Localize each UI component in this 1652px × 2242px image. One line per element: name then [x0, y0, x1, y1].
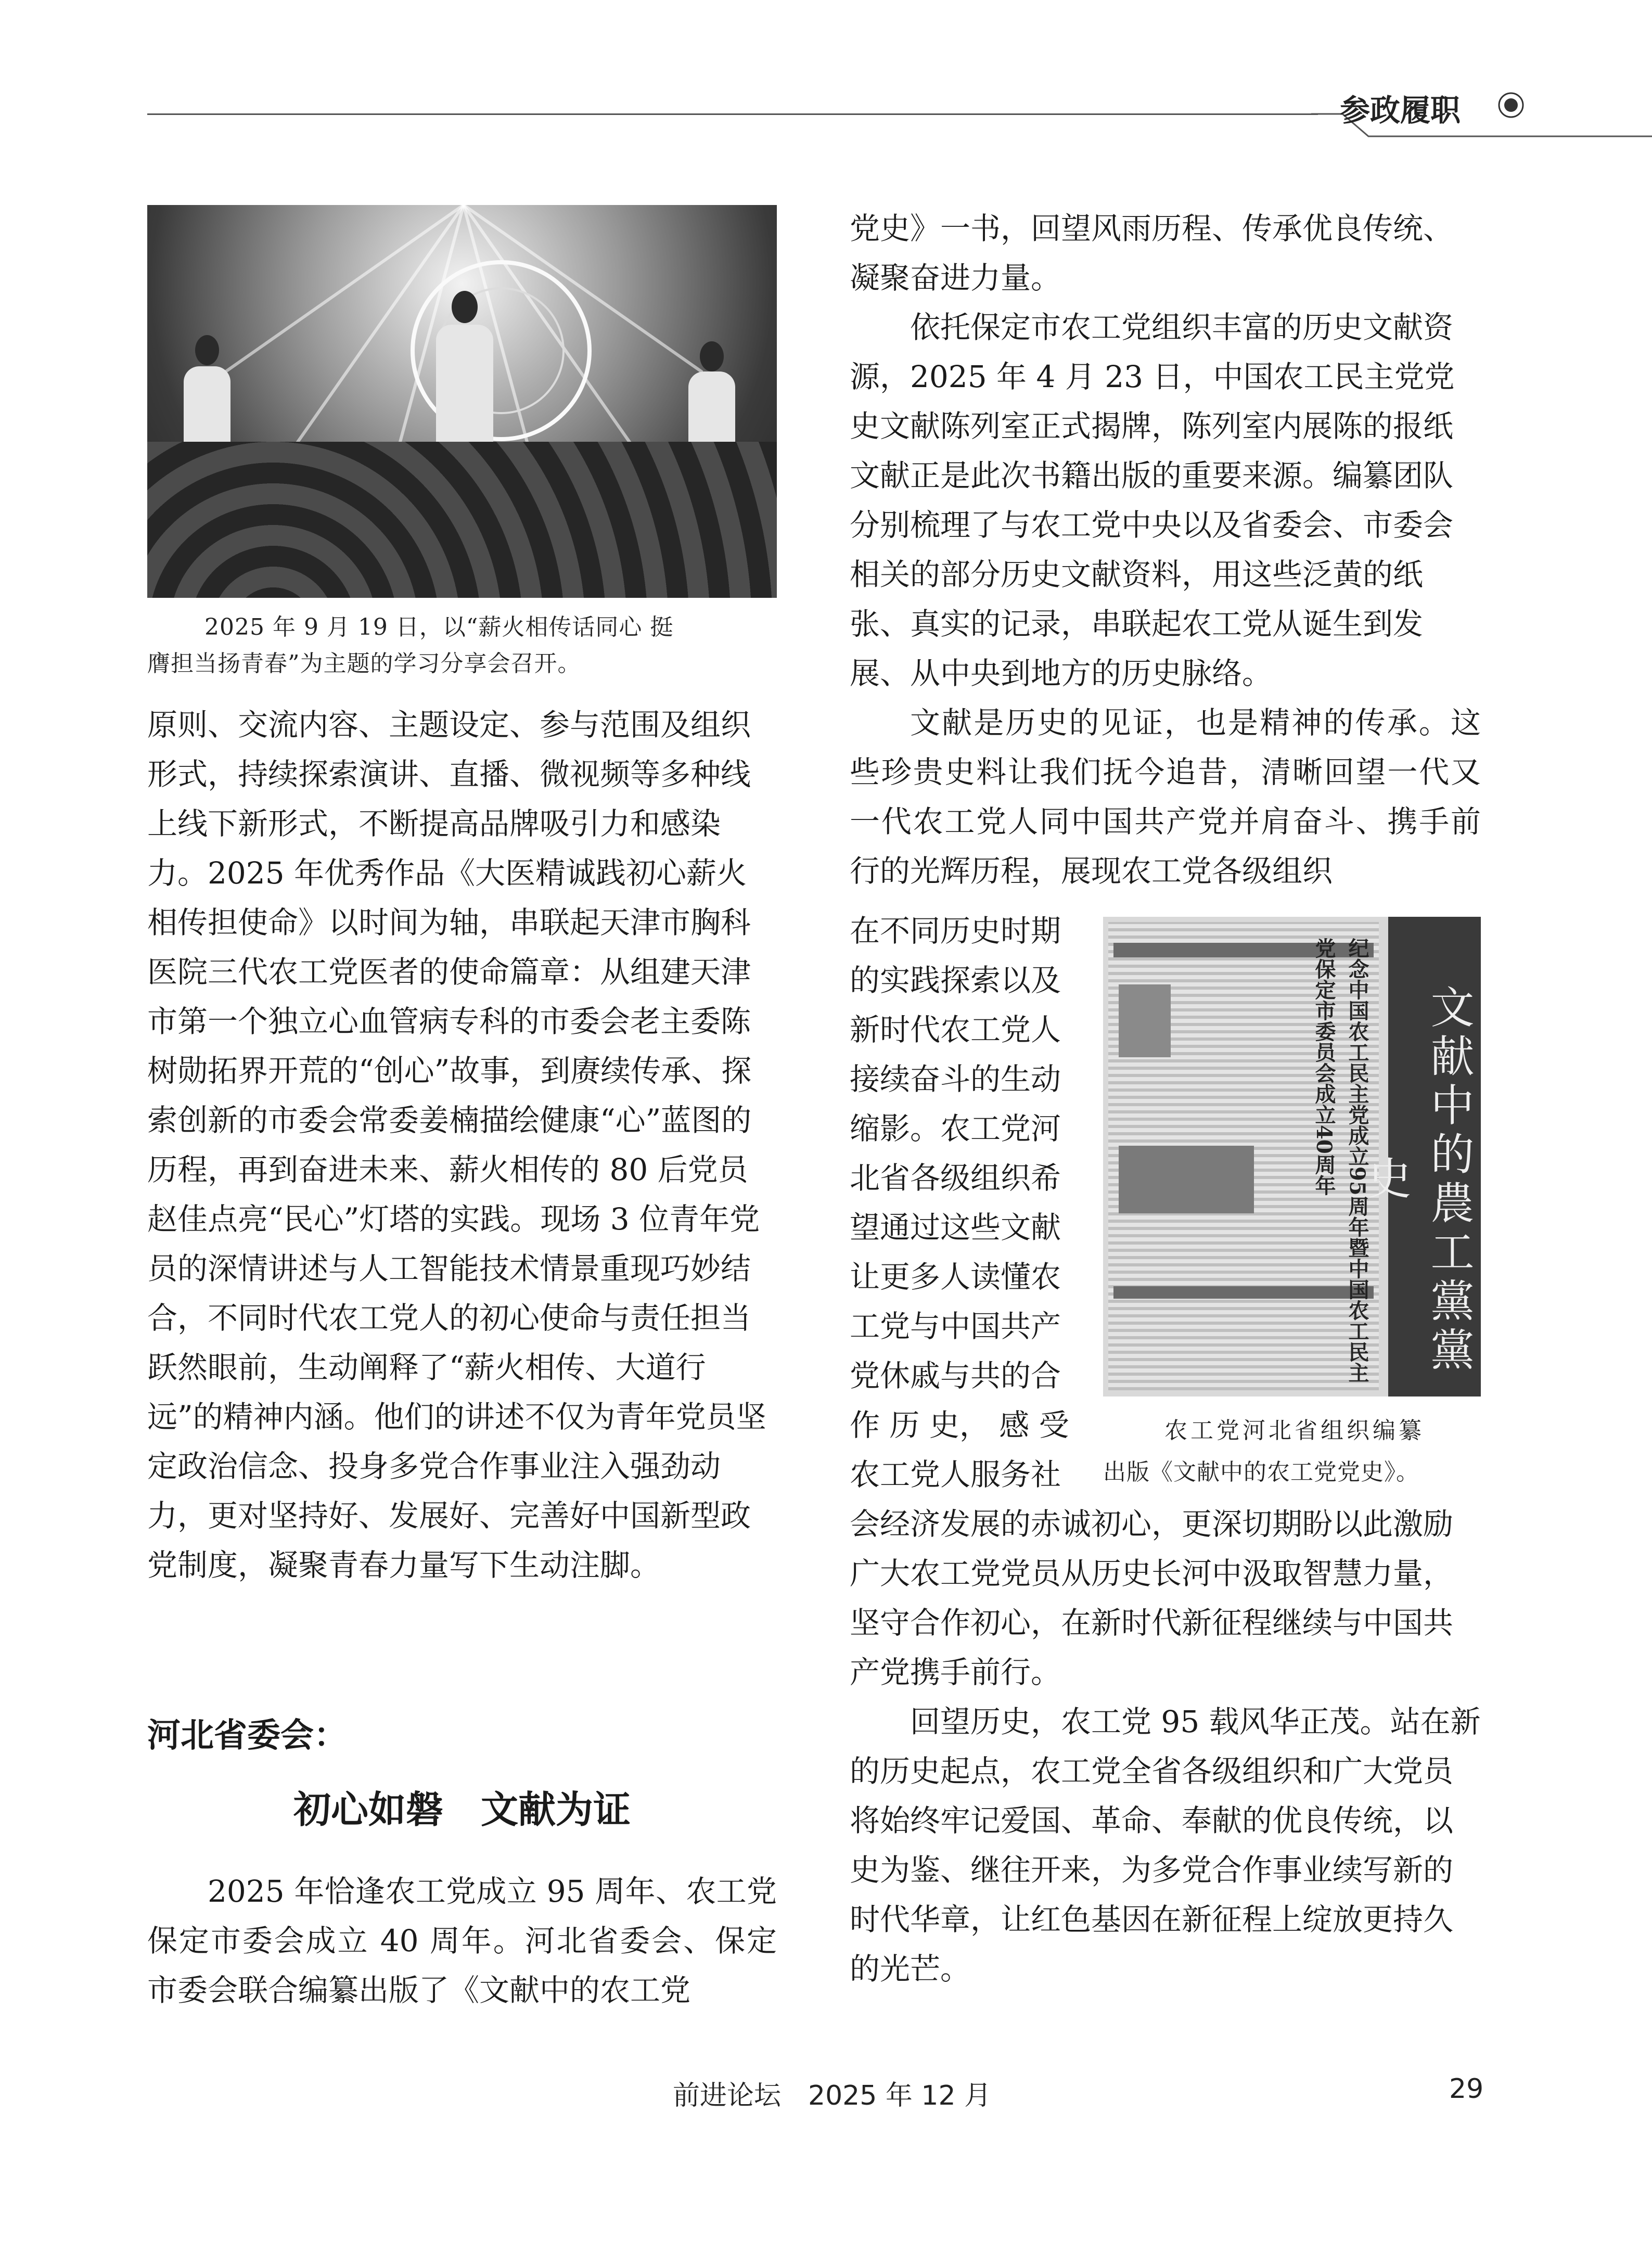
section-label: 参政履职	[1340, 93, 1461, 128]
header-rule-left	[147, 113, 1318, 115]
right-paragraph-3-end: 会经济发展的赤诚初心，更深切期盼以此激励广大农工党党员从历史长河中汲取智慧力量，坚守合作初心，在新时代新征程继续与中国共产党携手前行。	[850, 1506, 1454, 1690]
left-column-intro	[147, 1867, 777, 2015]
narrow-line: 望通过这些文献	[850, 1210, 1061, 1245]
footer-publication: 前进论坛	[673, 2080, 782, 2111]
narrow-line: 新时代农工党人	[850, 1012, 1061, 1047]
right-paragraph-1: 党史》一书，回望风雨历程、传承优良传统、凝聚奋进力量。	[850, 211, 1454, 296]
event-photo	[147, 205, 777, 598]
footer-issue: 2025 年 12 月	[808, 2080, 992, 2111]
narrow-line: 让更多人读懂农	[850, 1259, 1061, 1295]
right-narrow-lines	[850, 906, 1079, 1500]
left-column-body	[147, 700, 777, 1590]
right-column-top	[850, 204, 1481, 896]
narrow-line: 缩影。农工党河	[850, 1111, 1061, 1146]
photo1-caption-line1: 2025 年 9 月 19 日，以“薪火相传话同心 挺	[204, 614, 674, 640]
article-title: 初心如磐 文献为证	[293, 1788, 631, 1831]
right-paragraph-4: 回望历史，农工党 95 载风华正茂。站在新的历史起点，农工党全省各级组织和广大党员将始终牢记爱国、革命、奉献的优良传统，以史为鉴、继往开来，为多党合作事业续写新的时代华章，让红色基因在新征程上绽放更持久的光芒。	[850, 1704, 1481, 1987]
book-cover	[1361, 917, 1481, 1397]
photo1-caption-line2: 膺担当扬青春”为主题的学习分享会召开。	[147, 650, 581, 677]
narrow-line: 接续奋斗的生动	[850, 1061, 1061, 1097]
narrow-line: 农工党人服务社	[850, 1457, 1061, 1492]
photo2-caption-line2: 出版《文献中的农工党党史》。	[1103, 1459, 1419, 1485]
book-photo	[1103, 917, 1481, 1397]
page-number: 29	[1449, 2073, 1484, 2105]
narrow-line: 在不同历史时期	[850, 913, 1061, 949]
right-column-bottom	[850, 1500, 1481, 1994]
narrow-line: 的实践探索以及	[850, 963, 1061, 998]
photo2-caption-line1: 农工党河北省组织编纂	[1164, 1417, 1425, 1444]
narrow-line: 工党与中国共产	[850, 1309, 1061, 1344]
left-paragraph-1: 原则、交流内容、主题设定、参与范围及组织形式，持续探索演讲、直播、微视频等多种线上线下新形式，不断提高品牌吸引力和感染力。2025 年优秀作品《大医精诚践初心薪火相传担使命》以时间为轴，串联起天津市胸科医院三代农工党医者的使命篇章：从组建天津市第一个独立心血管病专科的市委会老主委陈树勋拓界开荒的“创心”故事，到赓续传承、探索创新的市委会常委姜楠描绘健康“心”蓝图的历程，再到奋进未来、薪火相传的 80 后党员赵佳点亮“民心”灯塔的实践。现场 3 位青年党员的深情讲述与人工智能技术情景重现巧妙结合，不同时代农工党人的初心使命与责任担当跃然眼前，生动阐释了“薪火相传、大道行远”的精神内涵。他们的讲述不仅为青年党员坚定政治信念、投身多党合作事业注入强劲动力，更对坚持好、发展好、完善好中国新型政党制度，凝聚青春力量写下生动注脚。	[147, 707, 766, 1583]
section-subheading: 河北省委会：	[147, 1716, 347, 1755]
target-icon	[1497, 92, 1525, 119]
narrow-line: 北省各级组织希	[850, 1160, 1061, 1196]
narrow-line: 作 历 史， 感 受	[850, 1407, 1069, 1443]
narrow-line: 党休戚与共的合	[850, 1358, 1061, 1393]
right-paragraph-3: 文献是历史的见证，也是精神的传承。这些珍贵史料让我们抚今追昔，清晰回望一代又一代农工党人同中国共产党并肩奋斗、携手前行的光辉历程，展现农工党各级组织	[850, 705, 1481, 889]
right-paragraph-2: 依托保定市农工党组织丰富的历史文献资源，2025 年 4 月 23 日，中国农工民主党党史文献陈列室正式揭牌，陈列室内展陈的报纸文献正是此次书籍出版的重要来源。编纂团队分别梳理了与农工党中央以及省委会、市委会相关的部分历史文献资料，用这些泛黄的纸张、真实的记录，串联起农工党从诞生到发展、从中央到地方的历史脉络。	[850, 310, 1455, 691]
newspaper-heading: 纪念中国农工民主党成立95周年暨中国农工民主党保定市委员会成立40周年	[1312, 938, 1369, 1383]
book-title: 文献中的農工黨黨史	[1361, 984, 1475, 1376]
left-paragraph-2: 2025 年恰逢农工党成立 95 周年、农工党保定市委会成立 40 周年。河北省委会、保定市委会联合编纂出版了《文献中的农工党	[147, 1874, 777, 2008]
